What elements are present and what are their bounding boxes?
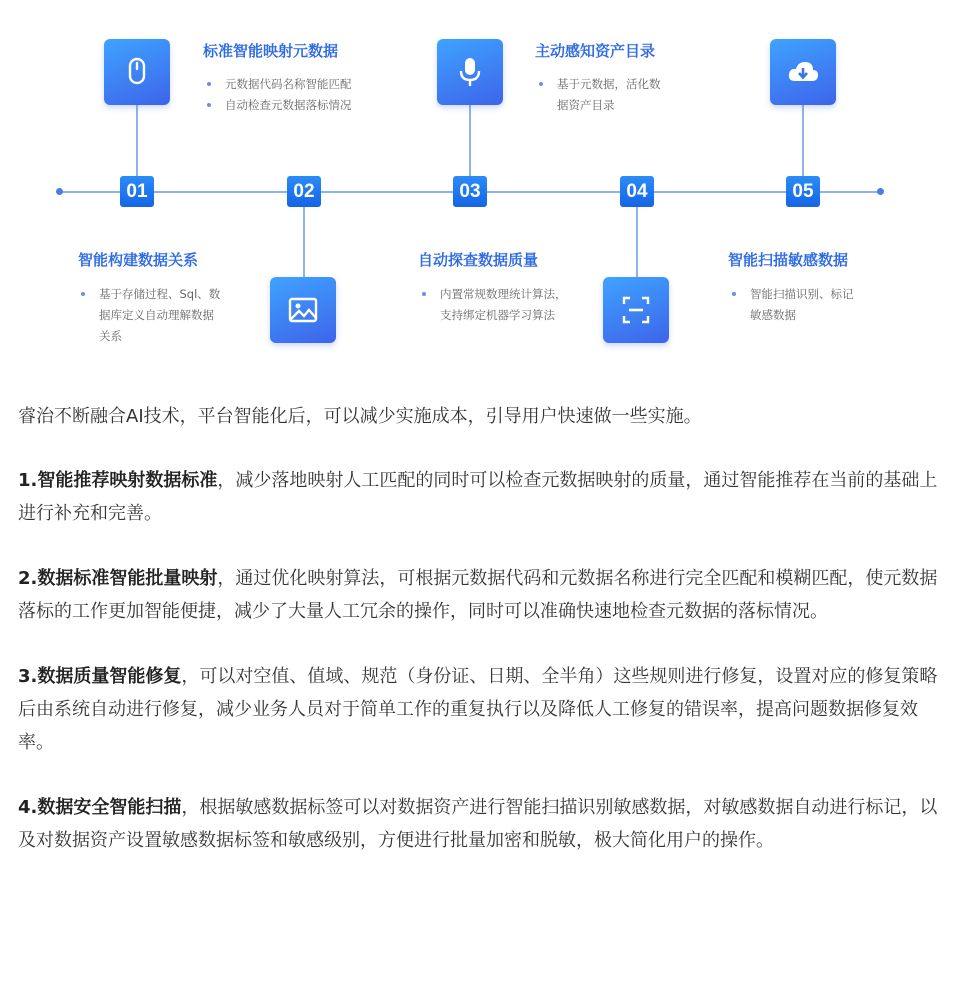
step-title-03: 自动探查数据质量 — [418, 251, 539, 269]
bullet-item: 据库定义自动理解数据 — [99, 308, 214, 322]
cloud-download-icon — [770, 39, 836, 105]
paragraph-text: ，通过优化映射算法，可根据元数据代码和元数据名称进行完全匹配和模糊匹配，使元数据落标的工作更加智能便捷，减少了大量人工冗余的操作，同时可以准确快速地检查元数据的落标情况。 — [18, 568, 938, 622]
article-paragraph-2 — [18, 562, 938, 628]
step-bullets-03 — [418, 284, 567, 326]
microphone-icon — [437, 39, 503, 105]
step-bullets-04 — [535, 74, 661, 116]
article-body — [18, 400, 938, 889]
step-title-02: 标准智能映射元数据 — [203, 42, 339, 60]
paragraph-heading: 3.数据质量智能修复 — [18, 666, 182, 687]
paragraph-text: ，可以对空值、值域、规范（身份证、日期、全半角）这些规则进行修复，设置对应的修复策略后由系统自动进行修复，减少业务人员对于简单工作的重复执行以及降低人工修复的错误率，提高问题数据修复效率。 — [18, 666, 938, 753]
bullet-item: 内置常规数理统计算法， — [418, 284, 567, 305]
mouse-icon — [104, 39, 170, 105]
bullet-text: 据资产目录 — [557, 98, 615, 112]
bullet-item: 关系 — [99, 329, 122, 343]
connector-03 — [469, 104, 471, 176]
bullet-item: 支持绑定机器学习算法 — [440, 308, 555, 322]
step-number-04: 04 — [620, 176, 654, 207]
bullet-item: 智能扫描识别、标记 — [728, 284, 854, 305]
connector-01 — [136, 104, 138, 176]
connector-05 — [802, 104, 804, 176]
step-number-01: 01 — [120, 176, 154, 207]
timeline-diagram — [0, 0, 958, 390]
step-bullets-02 — [203, 74, 352, 116]
connector-04 — [636, 207, 638, 277]
step-number-02: 02 — [287, 176, 321, 207]
bullet-item: 敏感数据 — [750, 308, 796, 322]
bullet-item — [535, 95, 661, 116]
paragraph-heading: 4.数据安全智能扫描 — [18, 797, 182, 818]
step-bullets-05 — [728, 284, 854, 326]
timeline-start-dot — [56, 188, 63, 195]
step-bullets-01 — [77, 284, 220, 347]
paragraph-heading: 1.智能推荐映射数据标准 — [18, 470, 218, 491]
paragraph-heading: 2.数据标准智能批量映射 — [18, 568, 218, 589]
step-title-04: 主动感知资产目录 — [535, 42, 656, 60]
paragraph-text: ，根据敏感数据标签可以对数据资产进行智能扫描识别敏感数据，对敏感数据自动进行标记，以及对数据资产设置敏感数据标签和敏感级别，方便进行批量加密和脱敏，极大简化用户的操作。 — [18, 797, 938, 851]
step-number-03: 03 — [453, 176, 487, 207]
article-paragraph-3 — [18, 660, 938, 759]
bullet-item: 基于元数据，活化数 — [535, 74, 661, 95]
bullet-item: 自动检查元数据落标情况 — [203, 95, 352, 116]
scan-icon — [603, 277, 669, 343]
article-paragraph-1 — [18, 464, 938, 530]
timeline-end-dot — [877, 188, 884, 195]
bullet-item: 基于存储过程、Sql、数 — [77, 284, 220, 305]
bullet-item: 元数据代码名称智能匹配 — [203, 74, 352, 95]
paragraph-text: ，减少落地映射人工匹配的同时可以检查元数据映射的质量，通过智能推荐在当前的基础上进行补充和完善。 — [18, 470, 938, 524]
connector-02 — [303, 207, 305, 277]
step-title-01: 智能构建数据关系 — [78, 251, 199, 269]
step-title-05: 智能扫描敏感数据 — [728, 251, 849, 269]
image-icon — [270, 277, 336, 343]
step-number-05: 05 — [786, 176, 820, 207]
article-paragraph-4 — [18, 791, 938, 857]
article-intro: 睿治不断融合AI技术，平台智能化后，可以减少实施成本，引导用户快速做一些实施。 — [18, 406, 702, 427]
